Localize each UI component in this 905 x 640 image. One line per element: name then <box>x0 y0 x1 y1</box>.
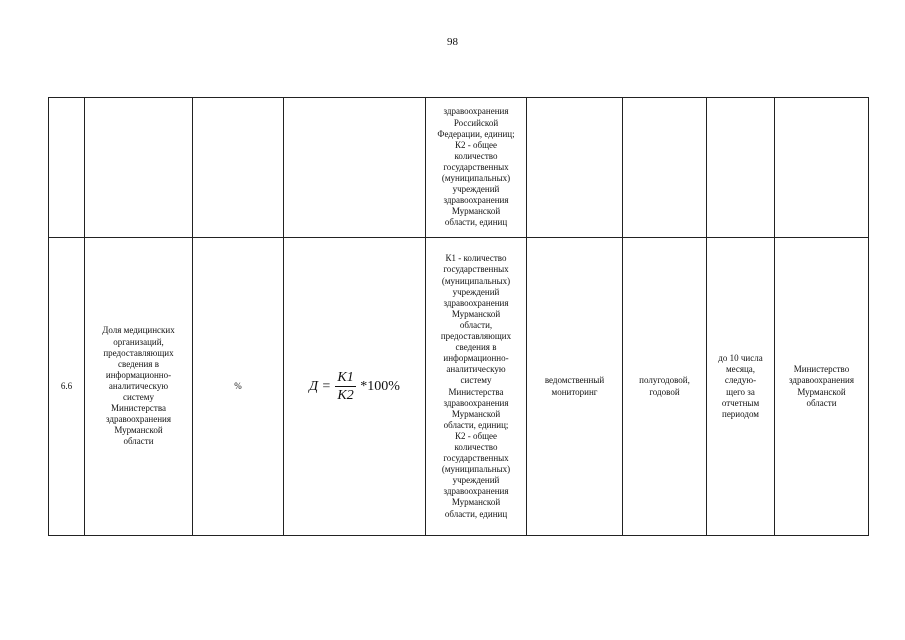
table-row-6-6 <box>49 238 869 536</box>
cell-deadline: до 10 числа месяца, следую- щего за отчетным периодом <box>707 238 775 536</box>
formula-lhs: Д = <box>309 378 331 394</box>
cell-indicator-name: Доля медицинских организаций, предоставляющих сведения в информационно- аналитическую систему Министерства здравоохранения Мурманской области <box>85 238 193 536</box>
cell-source <box>527 98 623 238</box>
formula-multiplier: *100% <box>360 378 400 394</box>
cell-indicator-name <box>85 98 193 238</box>
cell-number <box>49 98 85 238</box>
cell-variables: К1 - количество государственных (муниципальных) учреждений здравоохранения Мурманской области, предоставляющих сведения в информационно- аналитическую систему Министерства здравоохранения Мурманской области, единиц; К2 - общее количество государственных (муниципальных) учреждений здравоохранения Мурманской области, единиц <box>426 238 527 536</box>
indicator-table <box>48 97 869 536</box>
page-number: 98 <box>447 36 458 48</box>
cell-frequency: полугодовой, годовой <box>623 238 707 536</box>
cell-deadline <box>707 98 775 238</box>
cell-frequency <box>623 98 707 238</box>
formula <box>309 370 400 403</box>
table-row-continuation <box>49 98 869 238</box>
cell-responsible: Министерство здравоохранения Мурманской области <box>775 238 869 536</box>
formula-fraction <box>335 369 355 404</box>
cell-unit: % <box>193 238 284 536</box>
cell-formula <box>284 238 426 536</box>
formula-denominator: K2 <box>337 388 354 403</box>
cell-unit <box>193 98 284 238</box>
cell-variables: здравоохранения Российской Федерации, единиц; К2 - общее количество государственных (муниципальных) учреждений здравоохранения Мурманской области, единиц <box>426 98 527 238</box>
cell-source: ведомственный мониторинг <box>527 238 623 536</box>
formula-numerator: K1 <box>337 370 354 385</box>
cell-formula <box>284 98 426 238</box>
cell-responsible <box>775 98 869 238</box>
cell-number: 6.6 <box>49 238 85 536</box>
